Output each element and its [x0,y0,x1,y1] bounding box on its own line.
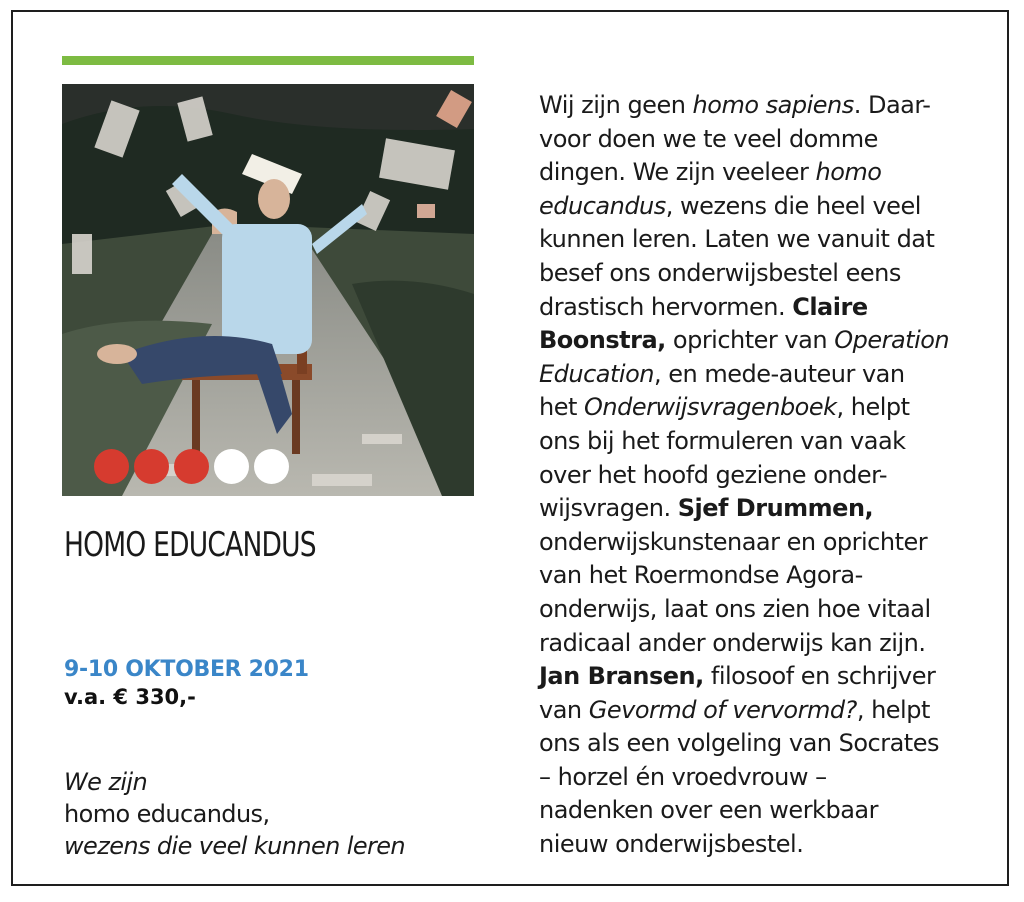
body-text-segment: , helpt [856,695,930,724]
body-line [539,190,979,224]
body-line [539,89,979,123]
article-body [539,89,979,862]
body-text-segment: , en mede-auteur van [653,359,905,388]
body-line [539,828,979,862]
event-title: HOMO EDUCANDUS [64,525,316,565]
rating-dot-empty [254,449,289,484]
body-line [539,291,979,325]
person-name: Boonstra, [539,326,666,355]
body-text-segment: filosoof en schrijver [703,662,936,691]
body-text-segment: drastisch hervormen. [539,292,793,321]
body-line [539,761,979,795]
body-line [539,593,979,627]
body-text-segment: homo [815,158,882,187]
body-text-segment: Wij zijn geen [539,91,693,119]
rating-dot-empty [214,449,249,484]
body-text-segment: over het hoofd geziene onder- [539,460,888,489]
body-line [539,324,979,358]
body-line [539,156,979,190]
rating-dot-filled [134,449,169,484]
quote-segment: We zijn [64,768,148,796]
body-line [539,257,979,291]
body-text-segment: het [539,393,585,422]
body-text-segment: dingen. We zijn veeleer [539,158,816,187]
body-text-segment: , helpt [836,393,910,422]
body-text-segment: nieuw onderwijsbestel. [539,830,804,859]
body-line [539,660,979,694]
event-price: v.a. € 330,- [64,685,196,709]
body-text-segment: educandus [539,191,666,220]
body-text-segment: Onderwijsvragenboek [584,393,837,422]
body-text-segment: – horzel én vroedvrouw – [539,762,827,791]
body-text-segment: wijsvragen. [539,494,678,523]
event-date: 9-10 OKTOBER 2021 [64,657,309,682]
accent-bar [62,56,474,65]
body-line [539,727,979,761]
body-text-segment: homo sapiens [692,91,854,119]
body-text-segment: , wezens die heel veel [665,191,921,220]
body-text-segment: oprichter van [665,326,835,355]
body-line [539,627,979,661]
body-line [539,492,979,526]
rating-dot-filled [94,449,129,484]
person-name: Sjef Drummen, [677,494,874,523]
body-text-segment: Gevormd of vervormd? [588,695,857,724]
body-text-segment: ons als een volgeling van Socrates [539,729,939,758]
quote-line [64,766,444,830]
body-line [539,391,979,425]
quote-segment: homo educandus, [64,800,270,828]
body-text-segment: van het Roermondse Agora- [539,561,863,590]
event-quote [64,766,444,862]
body-text-segment: Operation [834,326,950,355]
body-text-segment: van [539,695,589,724]
rating-dot-filled [174,449,209,484]
event-photo [62,84,474,496]
body-line [539,694,979,728]
body-text-segment: radicaal ander onderwijs kan zijn. [539,628,926,657]
body-text-segment: onderwijs, laat ons zien hoe vitaal [539,594,931,623]
body-text-segment: . Daar- [853,91,931,119]
person-name: Jan Bransen, [539,662,704,691]
person-name: Claire [792,292,868,321]
body-text-segment: Education [539,359,654,388]
body-text-segment: besef ons onderwijsbestel eens [539,258,901,287]
body-line [539,526,979,560]
body-line [539,559,979,593]
body-line [539,123,979,157]
body-text-segment: kunnen leren. Laten we vanuit dat [539,225,935,254]
quote-segment: wezens die veel kunnen leren [64,832,406,860]
body-text-segment: ons bij het formuleren van vaak [539,426,906,455]
body-line [539,223,979,257]
body-text-segment: voor doen we te veel domme [539,124,878,153]
quote-line [64,830,444,862]
body-line [539,358,979,392]
body-text-segment: nadenken over een werkbaar [539,796,878,825]
body-line [539,425,979,459]
body-line [539,459,979,493]
body-text-segment: onderwijskunstenaar en oprichter [539,527,928,556]
body-line [539,794,979,828]
